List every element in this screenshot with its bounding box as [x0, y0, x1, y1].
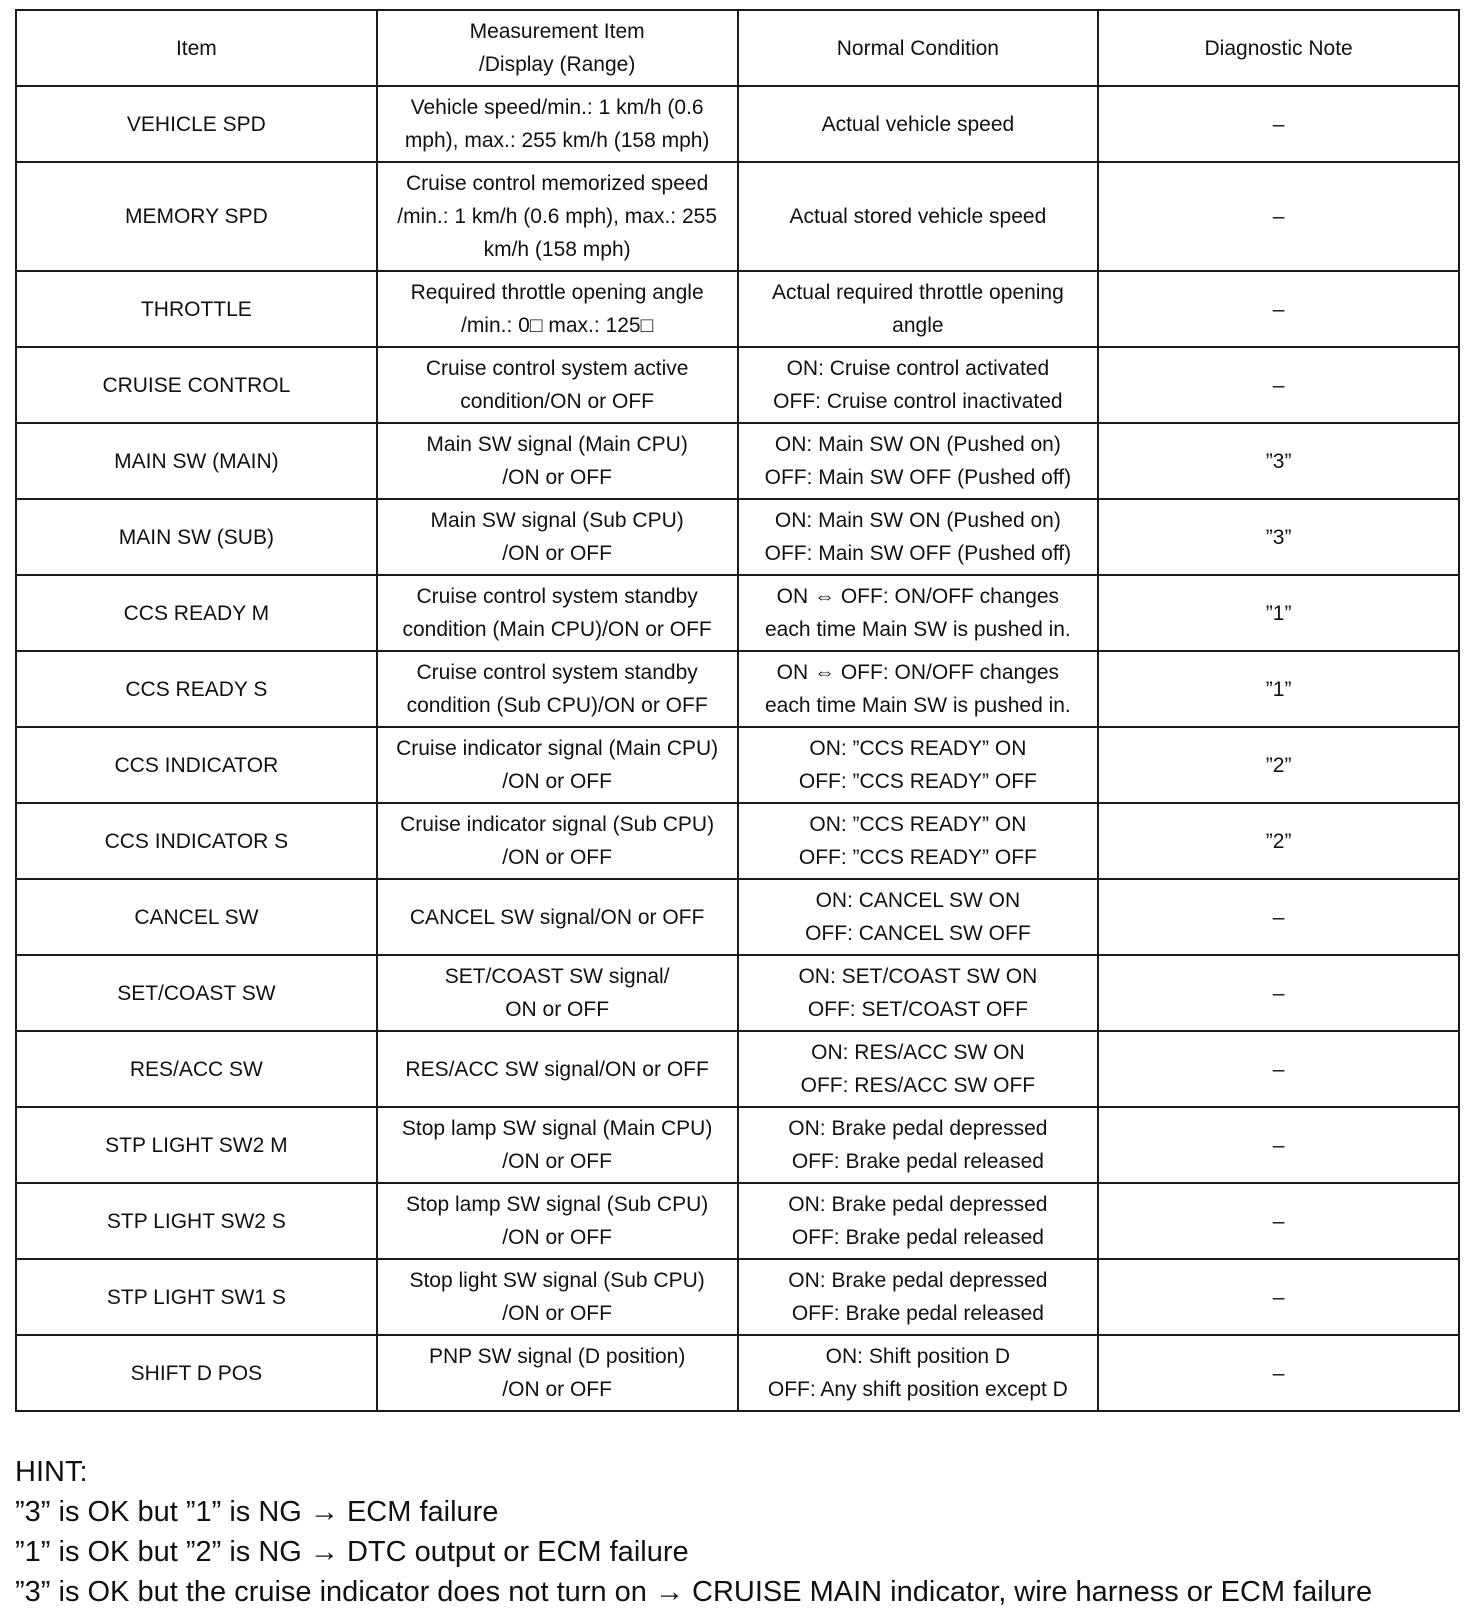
cell-normal-condition: ON: Brake pedal depressed OFF: Brake pedal released: [738, 1259, 1099, 1335]
cell-item: CCS READY M: [16, 575, 377, 651]
cell-measurement: Cruise control system standby condition (Main CPU)/ON or OFF: [377, 575, 738, 651]
table-row: [16, 1335, 1459, 1411]
cell-item: CCS READY S: [16, 651, 377, 727]
cell-diagnostic-note: ”1”: [1098, 651, 1459, 727]
cell-item: CRUISE CONTROL: [16, 347, 377, 423]
cell-normal-condition: ON: Brake pedal depressed OFF: Brake pedal released: [738, 1107, 1099, 1183]
cell-item: CCS INDICATOR S: [16, 803, 377, 879]
hint-section: [15, 1452, 1465, 1612]
hint-title: HINT:: [15, 1456, 88, 1488]
header-normal-condition: Normal Condition: [738, 10, 1099, 86]
cell-measurement: Cruise control system standby condition (Sub CPU)/ON or OFF: [377, 651, 738, 727]
cell-diagnostic-note: ”2”: [1098, 803, 1459, 879]
cell-item: MAIN SW (MAIN): [16, 423, 377, 499]
cell-measurement: Main SW signal (Sub CPU) /ON or OFF: [377, 499, 738, 575]
cell-normal-condition: Actual vehicle speed: [738, 86, 1099, 162]
cell-item: STP LIGHT SW1 S: [16, 1259, 377, 1335]
cell-diagnostic-note: –: [1098, 1183, 1459, 1259]
cell-normal-condition: ON: Shift position D OFF: Any shift position except D: [738, 1335, 1099, 1411]
cell-normal-condition: Actual stored vehicle speed: [738, 162, 1099, 271]
cell-item: THROTTLE: [16, 271, 377, 347]
cell-diagnostic-note: –: [1098, 1259, 1459, 1335]
cell-normal-condition: ON: Main SW ON (Pushed on) OFF: Main SW OFF (Pushed off): [738, 499, 1099, 575]
table-row: [16, 162, 1459, 271]
cell-item: STP LIGHT SW2 S: [16, 1183, 377, 1259]
cell-diagnostic-note: –: [1098, 347, 1459, 423]
cell-normal-condition: ON: SET/COAST SW ON OFF: SET/COAST OFF: [738, 955, 1099, 1031]
hint-line: ”3” is OK but the cruise indicator does not turn on → CRUISE MAIN indicator, wire harness or ECM failure: [15, 1576, 1373, 1608]
table-row: [16, 803, 1459, 879]
cell-measurement: Stop lamp SW signal (Main CPU) /ON or OFF: [377, 1107, 738, 1183]
cell-measurement: CANCEL SW signal/ON or OFF: [377, 879, 738, 955]
header-item: Item: [16, 10, 377, 86]
cell-normal-condition: ON: CANCEL SW ON OFF: CANCEL SW OFF: [738, 879, 1099, 955]
header-measurement-item: Measurement Item /Display (Range): [377, 10, 738, 86]
cell-measurement: Cruise indicator signal (Main CPU) /ON or OFF: [377, 727, 738, 803]
cell-item: CANCEL SW: [16, 879, 377, 955]
table-row: [16, 651, 1459, 727]
cell-item: CCS INDICATOR: [16, 727, 377, 803]
cell-measurement: Required throttle opening angle /min.: 0□ max.: 125□: [377, 271, 738, 347]
cell-diagnostic-note: –: [1098, 86, 1459, 162]
cell-item: SET/COAST SW: [16, 955, 377, 1031]
hint-line: ”3” is OK but ”1” is NG → ECM failure: [15, 1496, 499, 1528]
table-row: [16, 879, 1459, 955]
cell-normal-condition: ON: Brake pedal depressed OFF: Brake pedal released: [738, 1183, 1099, 1259]
cell-measurement: Cruise control memorized speed /min.: 1 km/h (0.6 mph), max.: 255 km/h (158 mph): [377, 162, 738, 271]
table-row: [16, 347, 1459, 423]
cell-measurement: Vehicle speed/min.: 1 km/h (0.6 mph), max.: 255 km/h (158 mph): [377, 86, 738, 162]
cell-diagnostic-note: –: [1098, 1107, 1459, 1183]
cell-item: VEHICLE SPD: [16, 86, 377, 162]
cell-diagnostic-note: –: [1098, 271, 1459, 347]
hint-line: ”1” is OK but ”2” is NG → DTC output or ECM failure: [15, 1536, 689, 1568]
cell-normal-condition: Actual required throttle opening angle: [738, 271, 1099, 347]
table-row: [16, 271, 1459, 347]
cell-diagnostic-note: –: [1098, 879, 1459, 955]
table-row: [16, 1183, 1459, 1259]
cell-measurement: SET/COAST SW signal/ ON or OFF: [377, 955, 738, 1031]
cell-measurement: Main SW signal (Main CPU) /ON or OFF: [377, 423, 738, 499]
cell-normal-condition: ON ⇔ OFF: ON/OFF changes each time Main SW is pushed in.: [738, 651, 1099, 727]
cell-diagnostic-note: ”3”: [1098, 423, 1459, 499]
table-row: [16, 499, 1459, 575]
cell-item: MAIN SW (SUB): [16, 499, 377, 575]
cell-measurement: Stop light SW signal (Sub CPU) /ON or OFF: [377, 1259, 738, 1335]
cell-item: STP LIGHT SW2 M: [16, 1107, 377, 1183]
cell-normal-condition: ON: ”CCS READY” ON OFF: ”CCS READY” OFF: [738, 803, 1099, 879]
cell-measurement: Stop lamp SW signal (Sub CPU) /ON or OFF: [377, 1183, 738, 1259]
table-header-row: [16, 10, 1459, 86]
header-diagnostic-note: Diagnostic Note: [1098, 10, 1459, 86]
table-row: [16, 727, 1459, 803]
cell-normal-condition: ON: ”CCS READY” ON OFF: ”CCS READY” OFF: [738, 727, 1099, 803]
cell-normal-condition: ON: RES/ACC SW ON OFF: RES/ACC SW OFF: [738, 1031, 1099, 1107]
cell-diagnostic-note: ”2”: [1098, 727, 1459, 803]
cell-measurement: RES/ACC SW signal/ON or OFF: [377, 1031, 738, 1107]
table-row: [16, 575, 1459, 651]
table-row: [16, 1031, 1459, 1107]
cell-normal-condition: ON: Cruise control activated OFF: Cruise control inactivated: [738, 347, 1099, 423]
cell-diagnostic-note: –: [1098, 1335, 1459, 1411]
cell-diagnostic-note: –: [1098, 955, 1459, 1031]
cell-item: RES/ACC SW: [16, 1031, 377, 1107]
table-row: [16, 955, 1459, 1031]
cell-item: MEMORY SPD: [16, 162, 377, 271]
cell-measurement: Cruise indicator signal (Sub CPU) /ON or OFF: [377, 803, 738, 879]
cell-measurement: Cruise control system active condition/ON or OFF: [377, 347, 738, 423]
table-row: [16, 423, 1459, 499]
cell-normal-condition: ON ⇔ OFF: ON/OFF changes each time Main SW is pushed in.: [738, 575, 1099, 651]
cell-diagnostic-note: –: [1098, 1031, 1459, 1107]
cell-normal-condition: ON: Main SW ON (Pushed on) OFF: Main SW OFF (Pushed off): [738, 423, 1099, 499]
cell-measurement: PNP SW signal (D position) /ON or OFF: [377, 1335, 738, 1411]
cell-diagnostic-note: –: [1098, 162, 1459, 271]
table-row: [16, 1259, 1459, 1335]
table-row: [16, 86, 1459, 162]
cell-diagnostic-note: ”1”: [1098, 575, 1459, 651]
cell-diagnostic-note: ”3”: [1098, 499, 1459, 575]
cell-item: SHIFT D POS: [16, 1335, 377, 1411]
table-row: [16, 1107, 1459, 1183]
diagnostic-data-table: [15, 9, 1460, 1412]
